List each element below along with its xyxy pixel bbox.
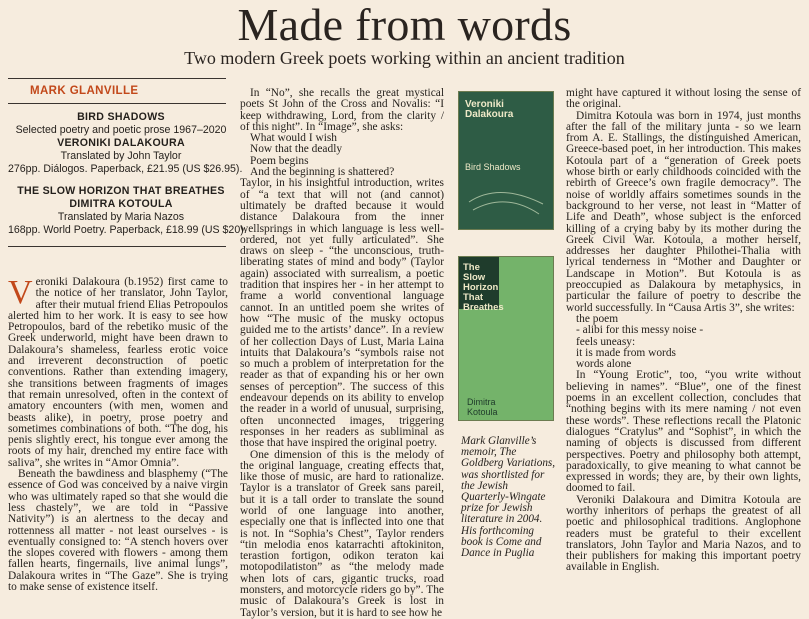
book1-title: BIRD SHADOWS [77,111,165,123]
book2-title: THE SLOW HORIZON THAT BREATHES [17,185,225,197]
book1-subtitle: Selected poetry and poetic prose 1967–2020 [15,124,227,136]
column-1 [8,274,228,594]
poem-line: And the beginning is shattered? [250,166,395,179]
cover2-title: The Slow Horizon That Breathes [463,262,504,313]
bottom-rule [8,246,226,247]
reviewer-name: MARK GLANVILLE [30,85,139,97]
poem-line: words alone [576,358,632,371]
book1-details: 276pp. Diálogos. Paperback, £21.95 (US $26.95). [8,163,243,175]
col3-para2: Dimitra Kotoula was born in 1974, just months after the fall of the military junta - so we learn from A. E. Stallings, the distinguished American, Greece-based poet, in her introduction. This makes Kotoula part of a “generation of Greek poets whose birth or early childhoods coincided with the rebirth of Greece’s own fragile democracy”. The noise of worldly affairs sometimes sounds in the background to her verse, not least in “Matter of Life and Death”, whose subject is the enforced killing of a crying baby by its mother during the Greek Civil War. Kotoula, a mother herself, addresses her daughter Philothei-Thalia with lyrical tenderness in “Mother and Daughter or Landscape in Motion”. But Kotoula is as preoccupied as Dalakoura by metaphysics, in particular the failure of poetry to describe the world successfully. In “Causa Artis 3”, she writes: [566,109,801,314]
cover1-title: Veroniki Dalakoura [465,99,514,120]
poem-line: Poem begins [250,154,309,167]
col2-poem [240,133,444,178]
author-bio-caption: Mark Glanville’s memoir, The Goldberg Variations, was shortlisted for the Jewish Quarterly-Wingate prize for Jewish literature in 2004. His forthcoming book is Come and Dance in Puglia [461,435,556,560]
column-2 [240,87,444,619]
book1-translator: Translated by John Taylor [60,150,182,162]
book2-author: DIMITRA KOTOULA [69,198,173,210]
col1-para1: eroniki Dalakoura (b.1952) first came to the notice of her translator, John Taylor, after their mutual friend Elias Petropoulos alerted him to her work. It is easy to see how Petropoulos, bard of the rebetiko music of the Greek underworld, might have been drawn to Dalakoura’s shameless, fearless erotic voice and irreverent deconstruction of poetic conventions. Rather than extending imagery, she transitions between fragments of images that remain unresolved, often in the context of amatory encounters (with men, women and beasts alike), in poetry, prose poetry and sometimes combinations of both. “The dog, his penis slightly erect, his tongue ever among the roots of my hair, drenched my entire face with saliva”, she writes in “Amor Omnia”. [8,276,228,469]
standfirst: Two modern Greek poets working within an ancient tradition [184,48,625,68]
top-rule [8,78,226,79]
poem-line: - alibi for this messy noise - [576,324,704,337]
poem-line: What would I wish [250,132,337,145]
poem-line: it is made from words [576,346,676,359]
book1-author: VERONIKI DALAKOURA [57,137,185,149]
col3-para3: In “Young Erotic”, too, “you write without believing in names”. “Blue”, one of the finest poems in an excellent collection, concludes that “nothing begins with its mere naming / not even these words”. These reflections recall the Platonic dialogues “Cratylus” and “Sophist”, in which the naming of objects is discussed from different perspectives. Poetry and philosophy both attempt, paradoxically, to give meaning to what cannot be expressed in words; they are, by their own lights, doomed to fail. [566,369,801,495]
book2-details: 168pp. World Poetry. Paperback, £18.99 (US $20). [8,224,247,236]
col3-para4: Veroniki Dalakoura and Dimitra Kotoula are worthy inheritors of perhaps the greatest of all poetic and philosophical traditions. Anglophone readers must be grateful to their excellent translators, John Taylor and Maria Nazos, and to their publishers for making this important poetry available in English. [566,493,801,574]
cover-slow-horizon [458,256,554,421]
drop-cap: V [8,274,33,311]
cover2-author: Dimitra Kotoula [467,397,498,417]
poem-line: feels uneasy: [576,335,636,348]
col2-para2: Taylor, in his insightful introduction, writes of “a text that will not (and cannot) ultimately be drafted because it would distance Dalakoura from the inner wellsprings in which language is less well-ordered, not yet fully articulated”. She draws on sleep - “the unconscious, truth-liberating states of mind and body” (Taylor again) associated with surrealism, a poetic tradition that inspires her - in her attempt to frame a world conventional language cannot. In an untitled poem she writes of how “The music of the musky octopus guided me to the artists’ dance”. In a review of her collection Days of Lust, Maria Laina intuits that Dalakoura’s “symbols raise not so much a problem of interpretation for the reader as that of expanding his or her own senses of perception”. The success of this endeavour depends on its ability to envelop the reader in a world of unusual, surprising, often unconnected images, triggering responses in her readers as subliminal as those that have inspired the original poetry. [240,177,444,450]
col1-para2: Beneath the bawdiness and blasphemy (“The essence of God was conceived by a naive virgin who was ultimately raped so that she would die less chastely”, we are told in “Passive Nativity”) is an alertness to the decay and rottenness all matter - not least ourselves - is eventually consigned to: “A stench hovers over the slopes covered with flowers - among them fallen hearts, fingernails, live animal lungs”, Dalakoura writes in “The Gaze”. She is trying to make sense of existence itself. [8,468,228,594]
cover-bird-shadows [458,91,554,230]
poem-line: the poem [576,312,619,325]
cover1-art [459,92,553,229]
col3-para1: might have captured it without losing the sense of the original. [566,87,801,111]
column-3 [566,87,801,574]
cover1-subtitle: Bird Shadows [465,162,521,172]
book-info-box [8,78,247,269]
col2-para1: In “No”, she recalls the great mystical poets St John of the Cross and Novalis: “I keep withdrawing, Lord, from the clarity / of this night”. In “Image”, she asks: [240,87,444,133]
poem-line: Now that the deadly [250,143,343,156]
col2-para3: One dimension of this is the melody of the original language, creating effects that, like those of music, are hard to rationalize. Taylor is a translator of Greek sans pareil, but it is a tall order to translate the sound world of one language into another, especially one that is inflected into one that is not. In “Sophia’s Chest”, Taylor renders “tin melodia enos katarrachti aftokiniton, terastion fortigon, odikon teraton kai motopodilatiston” as “the melody made when lots of cars, gigantic trucks, road monsters, and motorcycle riders go by”. The music of Dalakoura’s Greek is lost in Taylor’s version, but it is hard to see how he [240,448,444,619]
col3-poem [566,314,801,370]
headline: Made from words [237,0,572,50]
book2-translator: Translated by Maria Nazos [57,211,185,223]
